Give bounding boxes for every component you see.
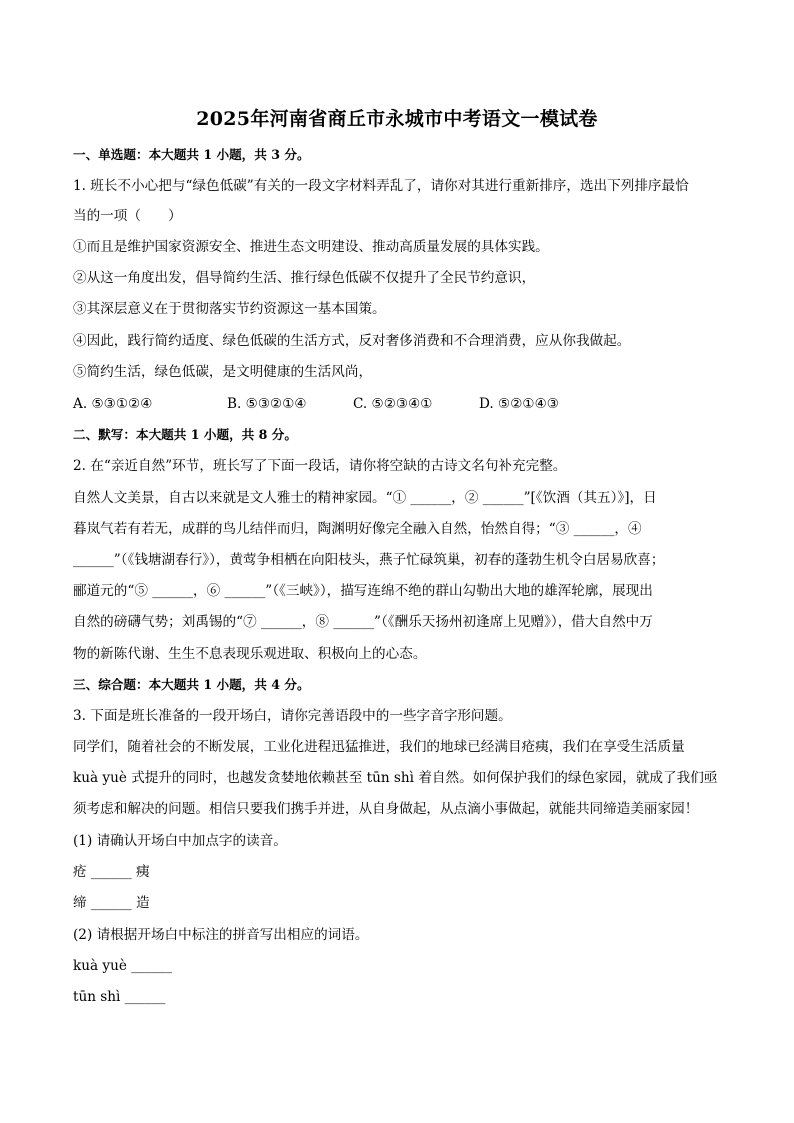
- question-2-paragraph-line-4: 郦道元的“⑤ ______，⑥ ______”（《三峡》），描写连绵不绝的群山勾勒出大地的雄浑轮廓，展现出: [73, 583, 653, 599]
- question-2-paragraph-line-3: ______”（《钱塘湖春行》），黄莺争相栖在向阳枝头，燕子忙碌筑巢，初春的蓬勃生机令白居易欣喜；: [73, 552, 665, 568]
- subquestion-1-item-2: 缔 ______ 造: [73, 895, 150, 911]
- question-3-paragraph-line-1: 同学们，随着社会的不断发展，工业化进程迅猛推进，我们的地球已经满目疮痍，我们在享受生活质量: [73, 739, 685, 755]
- option-a[interactable]: A. ⑤③①②④: [73, 396, 153, 412]
- question-1-sentence-5: ⑤简约生活，绿色低碳，是文明健康的生活风尚，: [73, 364, 373, 380]
- question-1-sentence-3: ③其深层意义在于贯彻落实节约资源这一基本国策。: [73, 301, 386, 317]
- question-2-stem: 2. 在“亲近自然”环节，班长写了下面一段话，请你将空缺的古诗文名句补充完整。: [73, 458, 567, 474]
- section-heading-single-choice: 一、单选题：本大题共 1 小题，共 3 分。: [73, 147, 310, 162]
- question-1-stem-line-1: 1. 班长不小心把与“绿色低碳”有关的一段文字材料弄乱了，请你对其进行重新排序，选出下列排序最恰: [73, 178, 689, 194]
- subquestion-2-item-1: kuà yuè ______: [73, 958, 172, 974]
- question-3-subquestion-1: (1) 请确认开场白中加点字的读音。: [73, 833, 287, 849]
- option-b[interactable]: B. ⑤③②①④: [227, 396, 307, 412]
- question-1-sentence-1: ①而且是维护国家资源安全、推进生态文明建设、推动高质量发展的具体实践。: [73, 239, 549, 255]
- question-3-paragraph-line-3: 须考虑和解决的问题。相信只要我们携手并进，从自身做起，从点滴小事做起，就能共同缔造美丽家园！: [73, 801, 699, 817]
- question-2-paragraph-line-2: 暮岚气若有若无，成群的鸟儿结伴而归，陶渊明好像完全融入自然，怡然自得；“③ ______，④: [73, 521, 642, 537]
- subquestion-1-item-1: 疮 ______ 痍: [73, 864, 150, 880]
- question-2-paragraph-line-6: 物的新陈代谢、生生不息表现乐观进取、积极向上的心态。: [73, 646, 427, 662]
- question-1-options: [73, 394, 733, 414]
- question-1-stem-line-2: 当的一项（ ）: [73, 208, 182, 224]
- question-3-stem: 3. 下面是班长准备的一段开场白，请你完善语段中的一些字音字形问题。: [73, 708, 512, 724]
- question-2-paragraph-line-5: 自然的磅礴气势；刘禹锡的“⑦ ______，⑧ ______”（《酬乐天扬州初逢席上见赠》），借大自然中万: [73, 614, 653, 630]
- page-title: 2025年河南省商丘市永城市中考语文一模试卷: [196, 108, 598, 130]
- option-c[interactable]: C. ⑤②③④①: [353, 396, 433, 412]
- question-3-subquestion-2: (2) 请根据开场白中标注的拼音写出相应的词语。: [73, 927, 369, 943]
- question-1-sentence-4: ④因此，践行简约适度、绿色低碳的生活方式，反对奢侈消费和不合理消费，应从你我做起。: [73, 333, 631, 349]
- option-d[interactable]: D. ⑤②①④③: [479, 396, 559, 412]
- question-2-paragraph-line-1: 自然人文美景，自古以来就是文人雅士的精神家园。“① ______，② ______”[《饮酒（其五）》]，日: [73, 490, 657, 506]
- question-1-sentence-2: ②从这一角度出发，倡导简约生活、推行绿色低碳不仅提升了全民节约意识，: [73, 270, 536, 286]
- subquestion-2-item-2: tūn shì ______: [73, 989, 166, 1005]
- question-3-paragraph-line-2: kuà yuè 式提升的同时，也越发贪婪地依赖甚至 tūn shì 着自然。如何保护我们的绿色家园，就成了我们亟: [73, 770, 718, 786]
- section-heading-comprehensive: 三、综合题：本大题共 1 小题，共 4 分。: [73, 677, 310, 692]
- section-heading-dictation: 二、默写：本大题共 1 小题，共 8 分。: [73, 427, 297, 442]
